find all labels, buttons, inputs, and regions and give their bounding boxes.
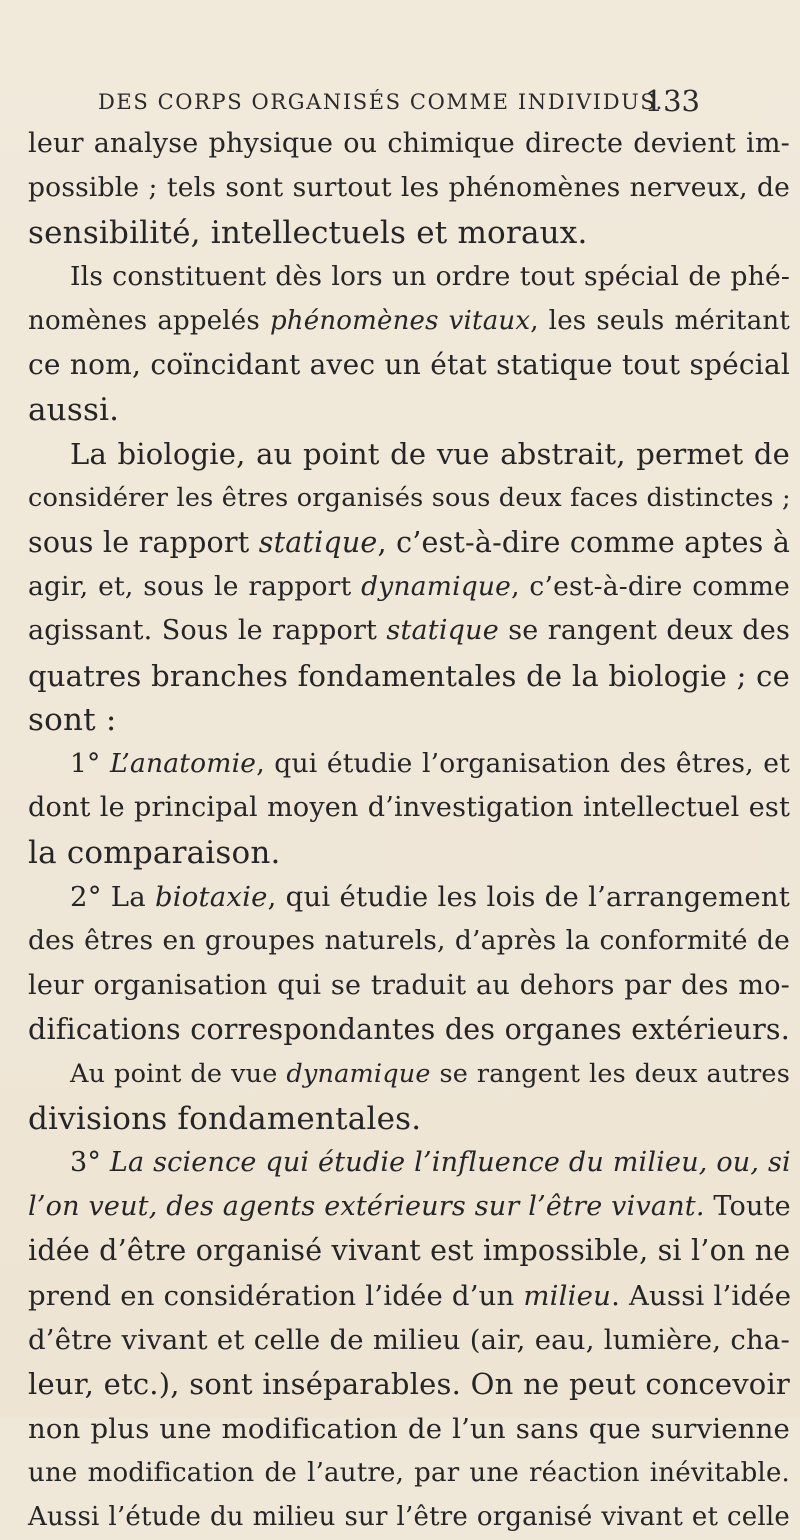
page-header [98,84,700,124]
text-line: 3° La science qui étudie l’influence du milieu, ou, si [70,1146,791,1178]
text-line: Aussi l’étude du milieu sur l’être organisé vivant et celle [28,1502,790,1533]
text-line: d’être vivant et celle de milieu (air, eau, lumière, cha- [28,1324,790,1357]
text-line: non plus une modification de l’un sans que survienne [28,1412,790,1445]
text-line: divisions fondamentales. [28,1100,422,1137]
text-line: l’on veut, des agents extérieurs sur l’être vivant. Toute [28,1191,791,1223]
running-title: DES CORPS ORGANISÉS COMME INDIVIDUS. [98,90,664,114]
text-line: prend en considération l’idée d’un milieu. Aussi l’idée [28,1279,792,1312]
text-line: Ils constituent dès lors un ordre tout spécial de phé- [70,260,790,292]
text-line: la comparaison. [28,834,281,871]
text-line: 1° L’anatomie, qui étudie l’organisation des êtres, et [70,748,790,780]
text-line: agissant. Sous le rapport statique se rangent deux des [28,615,791,647]
text-line: des êtres en groupes naturels, d’après la conformité de [28,925,790,957]
text-line: 2° La biotaxie, qui étudie les lois de l’arrangement [70,881,790,914]
text-line: leur analyse physique ou chimique directe devient im- [28,128,790,159]
text-line: ce nom, coïncidant avec un état statique tout spécial [28,348,790,382]
text-line: considérer les êtres organisés sous deux faces distinctes ; [28,483,791,514]
text-line: possible ; tels sont surtout les phénomènes nerveux, de [28,172,790,204]
page-number: 133 [644,84,700,118]
text-line: sous le rapport statique, c’est-à-dire comme aptes à [28,525,791,559]
text-line: difications correspondantes des organes extérieurs. [28,1012,790,1046]
text-line: sont : [28,701,117,738]
text-line: sensibilité, intellectuels et moraux. [28,214,588,251]
text-line: une modification de l’autre, par une réaction inévitable. [28,1457,790,1488]
text-line: leur, etc.), sont inséparables. On ne peut concevoir [28,1367,790,1402]
text-line: Au point de vue dynamique se rangent les deux autres [70,1059,790,1090]
text-line: dont le principal moyen d’investigation intellectuel est [28,792,790,824]
text-line: La biologie, au point de vue abstrait, permet de [70,437,790,472]
text-line: leur organisation qui se traduit au dehors par des mo- [28,969,790,1001]
text-line: nomènes appelés phénomènes vitaux, les seuls méritant [28,306,790,337]
text-line: idée d’être organisé vivant est impossible, si l’on ne [28,1234,791,1268]
text-line: quatres branches fondamentales de la biologie ; ce [28,658,790,693]
text-line: aussi. [28,391,120,428]
text-line: agir, et, sous le rapport dynamique, c’est-à-dire comme [28,570,790,602]
body-text [28,122,790,1540]
